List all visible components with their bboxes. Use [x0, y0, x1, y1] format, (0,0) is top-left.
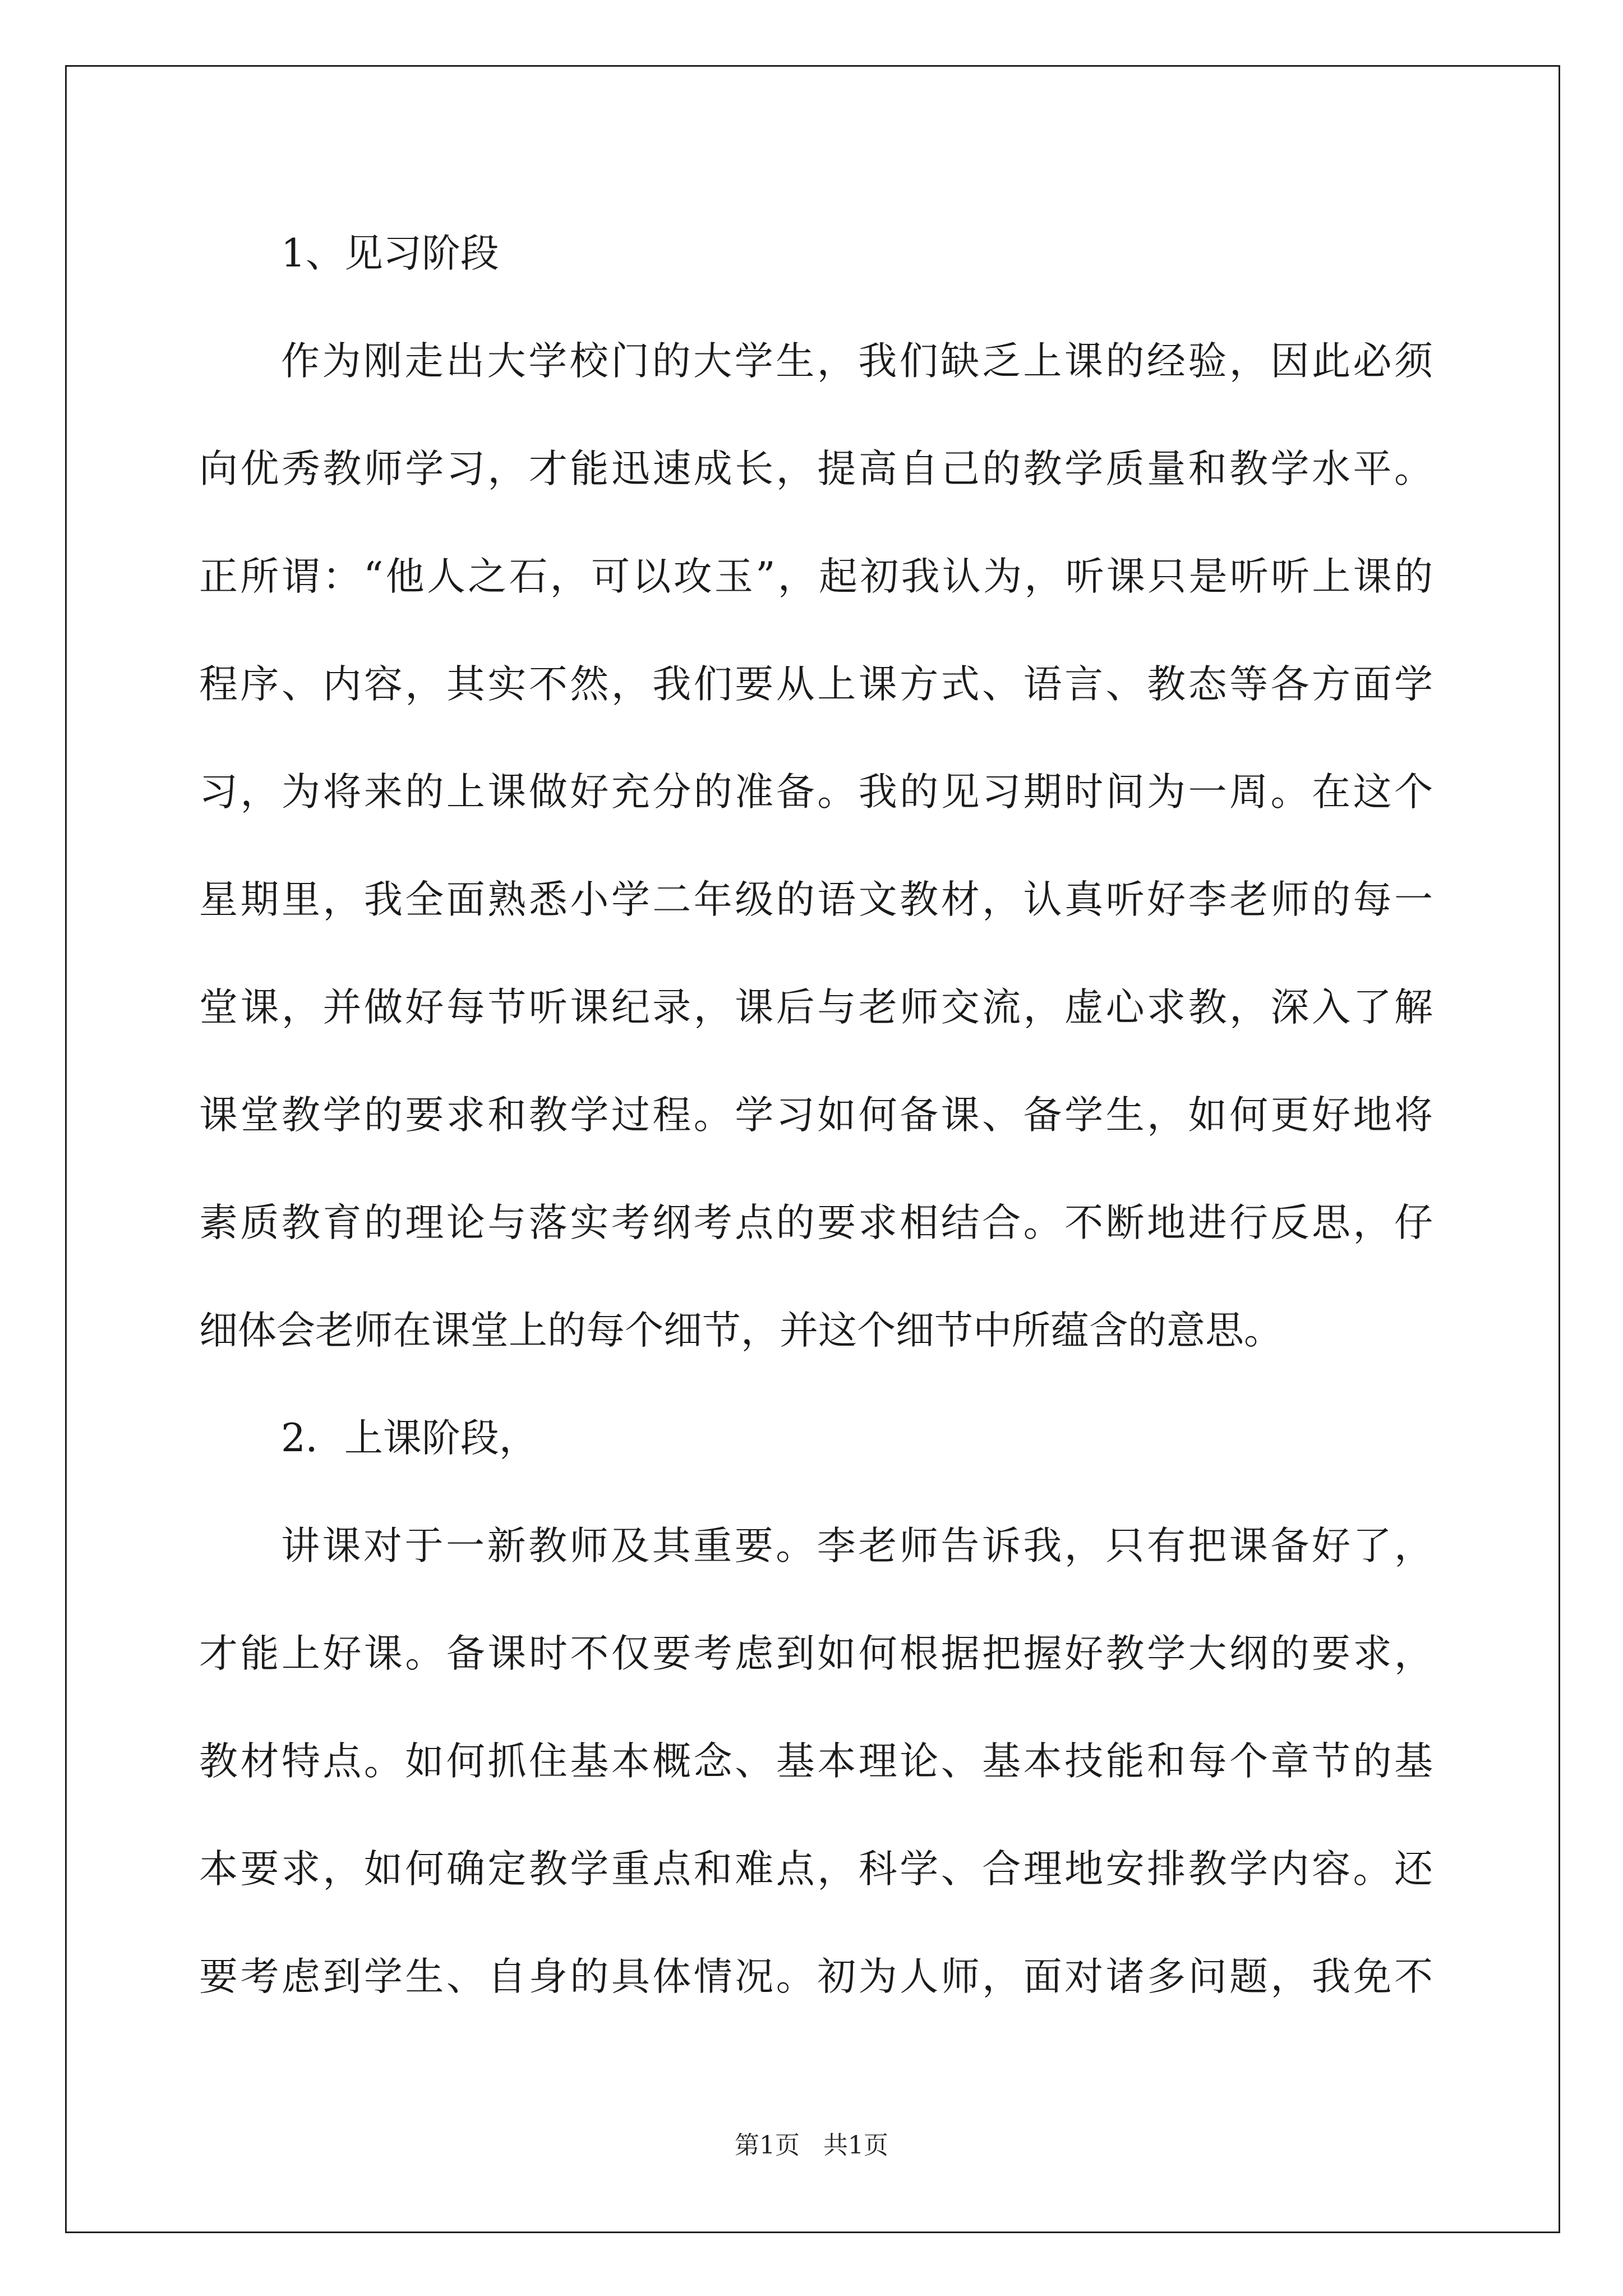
paragraph-line: 要考虑到学生、自身的具体情况。初为人师，面对诸多问题，我免不 [199, 1954, 1433, 1999]
paragraph-line: 讲课对于一新教师及其重要。李老师告诉我，只有把课备好了， [281, 1524, 1433, 1568]
page-footer [0, 2129, 1623, 2162]
paragraph-line: 作为刚走出大学校门的大学生，我们缺乏上课的经验，因此必须 [281, 339, 1433, 384]
paragraph-line: 教材特点。如何抓住基本概念、基本理论、基本技能和每个章节的基 [199, 1739, 1433, 1784]
paragraph-line: 星期里，我全面熟悉小学二年级的语文教材，认真听好李老师的每一 [199, 877, 1433, 922]
page-total: 共1页 [823, 2131, 888, 2160]
document-body [199, 223, 1433, 2054]
paragraph-line: 课堂教学的要求和教学过程。学习如何备课、备学生，如何更好地将 [199, 1093, 1433, 1138]
paragraph-line: 堂课，并做好每节听课纪录，课后与老师交流，虚心求教，深入了解 [199, 985, 1433, 1030]
paragraph-line: 习，为将来的上课做好充分的准备。我的见习期时间为一周。在这个 [199, 770, 1433, 815]
paragraph-line: 本要求，如何确定教学重点和难点，科学、合理地安排教学内容。还 [199, 1847, 1433, 1892]
paragraph-line: 程序、内容，其实不然，我们要从上课方式、语言、教态等各方面学 [199, 662, 1433, 707]
section-heading-1: 1、见习阶段 [281, 231, 499, 276]
paragraph-line: 向优秀教师学习，才能迅速成长，提高自己的教学质量和教学水平。 [199, 447, 1433, 491]
paragraph-line: 细体会老师在课堂上的每个细节，并这个细节中所蕴含的意思。 [199, 1308, 1283, 1353]
section-heading-2: 2．上课阶段， [281, 1416, 538, 1461]
paragraph-line: 正所谓：“他人之石，可以攻玉”，起初我认为，听课只是听听上课的 [199, 554, 1433, 599]
paragraph-line: 素质教育的理论与落实考纲考点的要求相结合。不断地进行反思，仔 [199, 1200, 1433, 1245]
page-number: 第1页 [735, 2131, 800, 2160]
paragraph-line: 才能上好课。备课时不仅要考虑到如何根据把握好教学大纲的要求， [199, 1631, 1433, 1676]
